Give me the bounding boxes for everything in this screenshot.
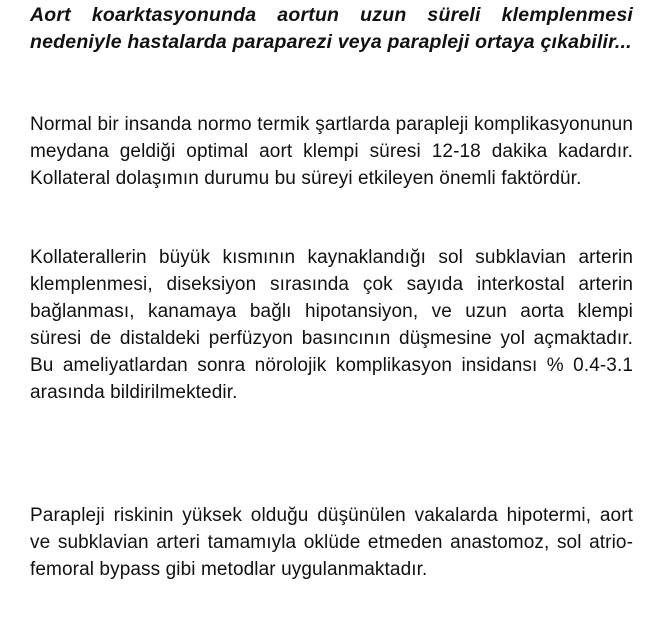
paragraph-prevention-methods: Parapleji riskinin yüksek olduğu düşünülen vakalarda hipotermi, aort ve subklavian arteri tamamıyla oklüde etmeden anastomoz, sol atrio-femoral bypass gibi metodlar uygulanmaktadır. (30, 505, 633, 580)
paragraph-clamp-duration: Normal bir insanda normo termik şartlarda parapleji komplikasyonunun meydana geldiği optimal aort klempi süresi 12-18 dakika kadardır. Kollateral dolaşımın durumu bu süreyi etkileyen önemli faktördür. (30, 114, 633, 189)
paragraph-collateral-perfusion: Kollaterallerin büyük kısmının kaynaklandığı sol subklavian arterin klemplenmesi, diseksiyon sırasında çok sayıda interkostal arterin bağlanması, kanamaya bağlı hipotansiyon, ve uzun aorta klempi süresi de distaldeki perfüzyon basıncının düşmesine yol açmaktadır. Bu ameliyatlardan sonra nörolojik komplikasyon insidansı % 0.4-3.1 arasında bildirilmektedir. (30, 247, 633, 403)
document-heading: Aort koarktasyonunda aortun uzun süreli klemplenmesi nedeniyle hastalarda paraparezi veya parapleji ortaya çıkabilir... (30, 4, 633, 53)
